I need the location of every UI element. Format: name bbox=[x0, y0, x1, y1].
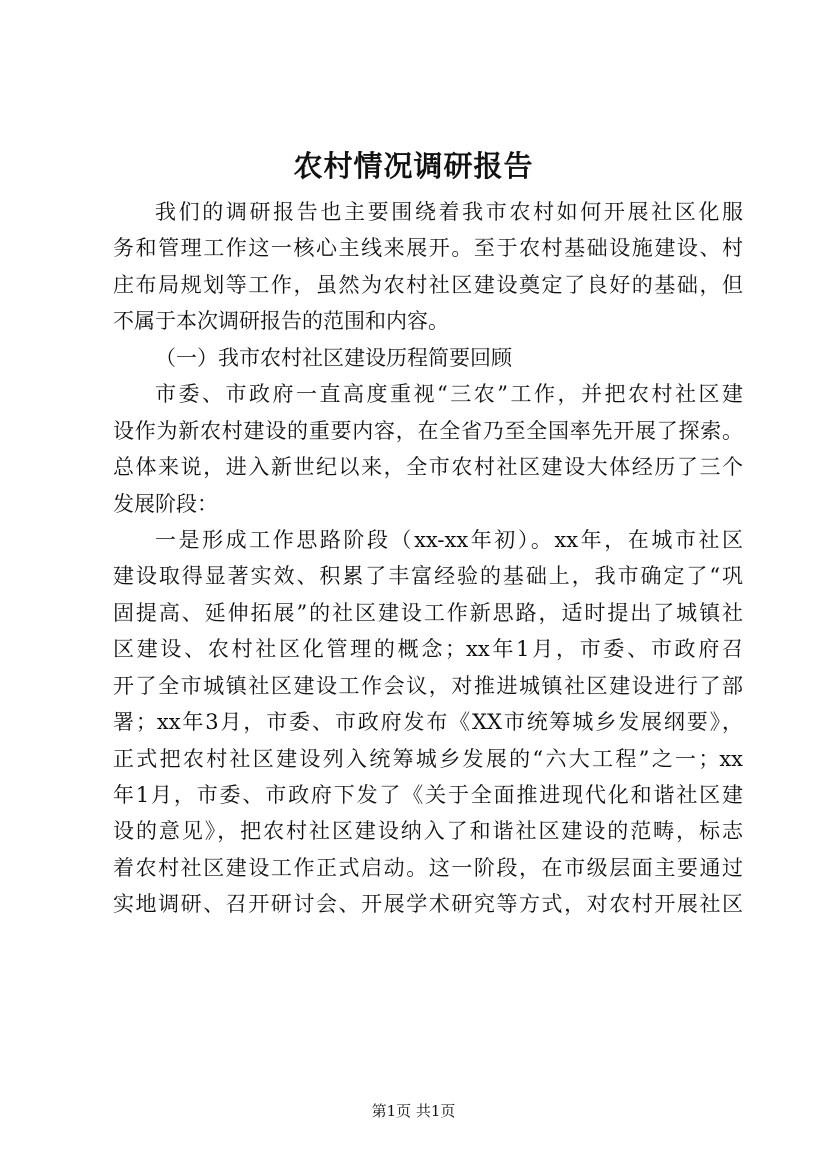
text-line: 实地调研、召开研讨会、开展学术研究等方式，对农村开展社区 bbox=[113, 892, 743, 917]
text-line: 设的意见》，把农村社区建设纳入了和谐社区建设的范畴，标志 bbox=[113, 819, 743, 844]
text-line: 一是形成工作思路阶段（xx-xx年初）。xx年，在城市社区 bbox=[155, 527, 743, 552]
text-line: 固提高、延伸拓展”的社区建设工作新思路，适时提出了城镇社 bbox=[113, 600, 743, 625]
document-body bbox=[113, 196, 743, 925]
text-line: 署；xx年3月，市委、市政府发布《XX市统筹城乡发展纲要》， bbox=[113, 710, 743, 735]
document-title: 农村情况调研报告 bbox=[293, 149, 534, 183]
text-line: 务和管理工作这一核心主线来展开。至于农村基础设施建设、村 bbox=[113, 236, 743, 261]
text-line: 年1月，市委、市政府下发了《关于全面推进现代化和谐社区建 bbox=[113, 783, 743, 807]
text-line: 我们的调研报告也主要围绕着我市农村如何开展社区化服 bbox=[155, 200, 743, 224]
text-line: 总体来说，进入新世纪以来，全市农村社区建设大体经历了三个 bbox=[113, 455, 743, 480]
text-line: 着农村社区建设工作正式启动。这一阶段，在市级层面主要通过 bbox=[113, 855, 743, 880]
page-footer: 第1页 共1页 bbox=[371, 1102, 456, 1120]
text-line: 开了全市城镇社区建设工作会议，对推进城镇社区建设进行了部 bbox=[113, 673, 743, 698]
text-line: 市委、市政府一直高度重视“三农”工作，并把农村社区建 bbox=[155, 382, 743, 407]
text-line: （一）我市农村社区建设历程简要回顾 bbox=[155, 345, 512, 370]
text-line: 区建设、农村社区化管理的概念；xx年1月，市委、市政府召 bbox=[113, 637, 743, 662]
text-line: 建设取得显著实效、积累了丰富经验的基础上，我市确定了“巩 bbox=[113, 564, 743, 589]
text-line: 庄布局规划等工作，虽然为农村社区建设奠定了良好的基础，但 bbox=[113, 272, 743, 297]
text-line: 设作为新农村建设的重要内容，在全省乃至全国率先开展了探索。 bbox=[113, 418, 743, 443]
text-line: 正式把农村社区建设列入统筹城乡发展的“六大工程”之一；xx bbox=[113, 746, 743, 771]
text-line: 发展阶段： bbox=[113, 491, 218, 516]
text-line: 不属于本次调研报告的范围和内容。 bbox=[113, 309, 449, 334]
